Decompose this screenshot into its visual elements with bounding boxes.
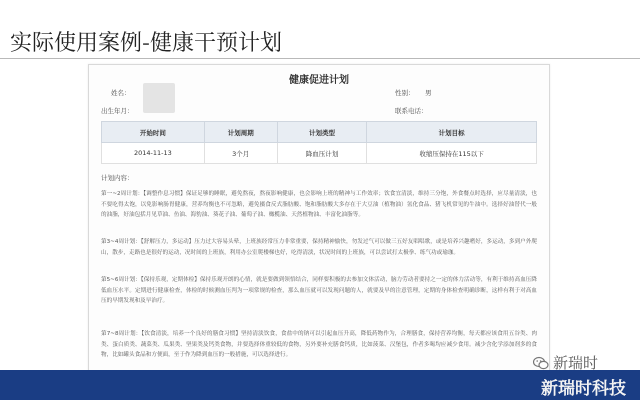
plan-paragraph: 第5~6周计划：【保持乐观，定期体检】保持乐观开朗的心情，就是要做到领悟结合，同样要积极的去参加文体活动，脑力劳动者要持之一定的体力活动等，有利于维持高血压降低血压水平。定期进行健康检查，体检的时候测血压判为一项常规的检查，那么血压就可以发现问题的人，就要及早的注意管理，定期的身体检查明确诊断，这样有利于对高血压的早期发现和及早治疗。	[101, 277, 537, 304]
redacted-name	[143, 83, 175, 113]
plan-table	[101, 121, 537, 164]
slide-title	[10, 26, 282, 57]
table-cell-start-time: 2014-11-13	[102, 143, 205, 164]
table-cell-goal: 收缩压保持在115以下	[367, 143, 537, 164]
table-cell-type: 降血压计划	[277, 143, 366, 164]
gender-value: 男	[425, 89, 432, 97]
document-title: 健康促进计划	[289, 75, 349, 86]
name-label: 姓名：	[111, 89, 131, 97]
gender-label: 性别：	[395, 89, 415, 97]
slide-title-main: 实际使用案例	[10, 31, 143, 56]
birth-label: 出生年月：	[101, 107, 134, 115]
plan-paragraph: 第一~2周计划：【调整作息习惯】保证足够的睡眠，避免熬夜，熬夜影响健康，也会影响上班的精神与工作效率；饮食宜清淡，维持三分饱，外食餐点时选择，应尽量清淡，也不要吃得太饱，以免影响肠胃健康，营养均衡也不可忽略，避免摄食反式脂肪酸、饱和脂肪酸大多存在于大豆油（植物油）氢化食品、猪飞机常见的牛油中。选择好油替代一般的油脂，好油包括月见草油、鱼油、海豹油、葵花子油、葡萄子油、橄榄油、天然植物油、丰富化油脂等。	[101, 191, 537, 218]
table-header-row	[102, 122, 537, 143]
table-header: 计划类型	[277, 122, 366, 143]
slide-title-subtitle: 健康干预计划	[149, 31, 282, 56]
health-plan-document	[88, 64, 550, 386]
table-cell-period: 3个月	[204, 143, 277, 164]
table-header: 开始时间	[102, 122, 205, 143]
brand-name: 新瑞时科技	[541, 379, 626, 399]
table-header: 计划周期	[204, 122, 277, 143]
title-divider	[0, 58, 640, 59]
slide-title-separator: -	[142, 31, 150, 56]
wechat-icon	[533, 356, 549, 370]
plan-paragraph: 第7~8周计划：【饮食清淡，培养一个良好的膳食习惯】坚持清淡饮食，食盐中的钠可以引起血压升高，降低药物作为，合理膳食，保持营养均衡，每天都应该食用五谷类、肉类、蛋白质类、蔬菜类、瓜果类、坚果类及钙类食物，并要选择体重较低的食物，另外要补充膳食钙质，比如菠菜、汉堡包，作者多喝均应减少食用。减少含化学添加剂多的食物，比如罐头食品和方便面，至于作为降到血压的一般措施，可以选择进行。	[101, 331, 537, 358]
wechat-account-name: 新瑞时	[553, 354, 599, 372]
wechat-watermark	[533, 352, 598, 373]
content-label: 计划内容：	[101, 174, 134, 182]
plan-paragraph: 第3~4周计划：【舒解压力，多运动】压力过大容易头晕，上班族经常压力非常重要，保持精神愉快，勿发过气可以做三五好友唱唱歌，或是培养兴趣嗜好，多运动，多到户外爬山，散步，走路也是很好的运动，况时间的上班族，利用办公室爬楼梯也好，吃得清淡，状况时间的上班族，可以尝试打太极拳、练气功或瑜珈。	[101, 239, 537, 256]
table-row	[102, 143, 537, 164]
table-header: 计划目标	[367, 122, 537, 143]
phone-label: 联系电话：	[395, 107, 428, 115]
